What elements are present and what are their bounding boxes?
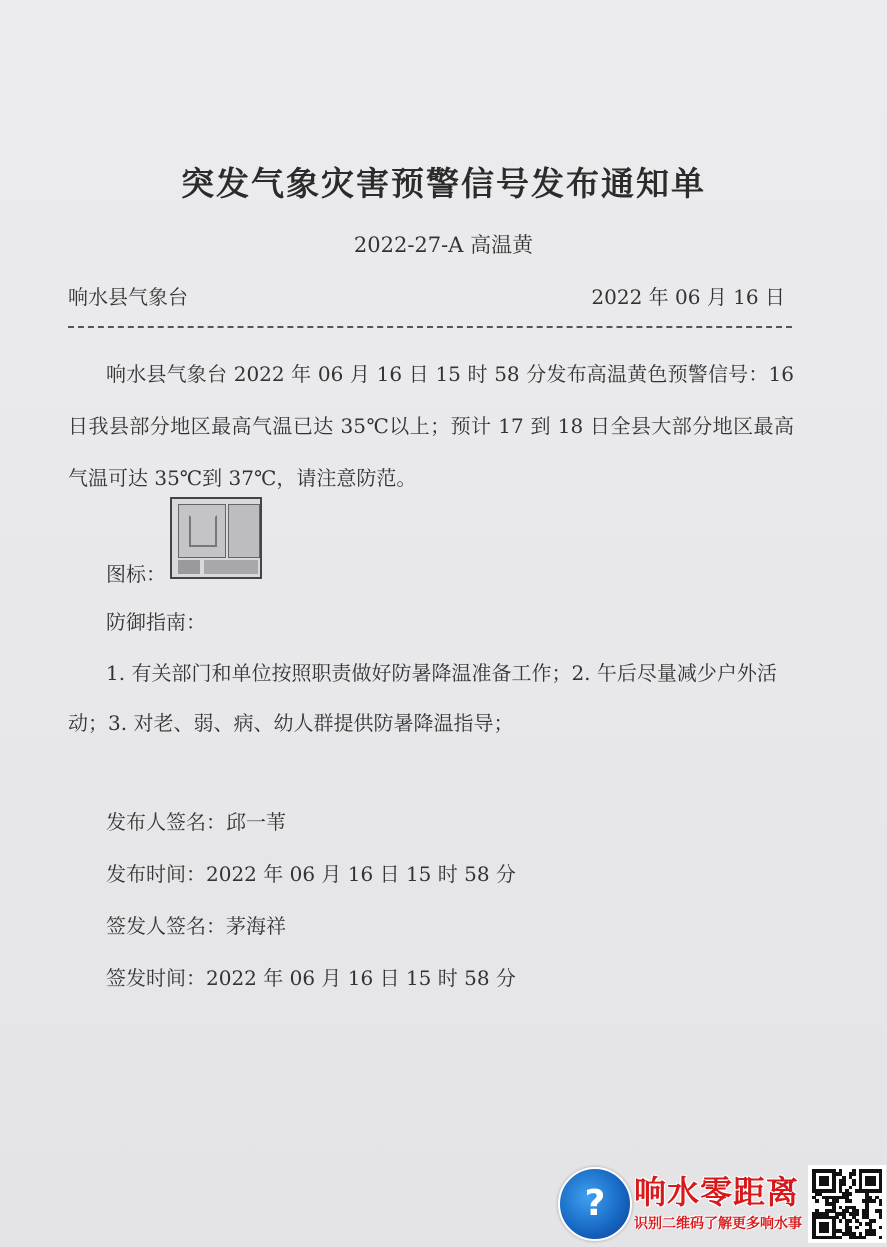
field-key: 发布人签名： bbox=[106, 810, 226, 834]
qr-module bbox=[879, 1202, 883, 1206]
qr-module bbox=[862, 1236, 866, 1240]
header-divider bbox=[68, 326, 792, 328]
qr-module bbox=[879, 1216, 883, 1220]
issuer-name: 响水县气象台 bbox=[68, 285, 188, 309]
qr-module bbox=[879, 1226, 883, 1230]
qr-code-icon[interactable] bbox=[808, 1165, 886, 1243]
qr-module bbox=[852, 1182, 856, 1186]
qr-module bbox=[839, 1236, 843, 1240]
qr-module bbox=[849, 1219, 853, 1223]
high-temperature-yellow-warning-icon bbox=[170, 497, 262, 579]
icon-label: 图标： bbox=[106, 562, 166, 586]
publish-time bbox=[106, 858, 516, 887]
qr-module bbox=[815, 1199, 819, 1203]
brand-name: 响水零距离 bbox=[634, 1173, 800, 1211]
qr-module bbox=[879, 1236, 883, 1240]
brand-slogan: 识别二维码了解更多响水事 bbox=[634, 1216, 802, 1232]
field-key: 发布时间： bbox=[106, 862, 206, 886]
field-key: 签发人签名： bbox=[106, 914, 226, 938]
field-value: 2022 年 06 月 16 日 15 时 58 分 bbox=[206, 862, 516, 886]
issuer-signature bbox=[106, 910, 286, 939]
guide-text: 1. 有关部门和单位按照职责做好防暑降温准备工作；2. 午后尽量减少户外活动；3. 对老、弱、病、幼人群提供防暑降温指导； bbox=[68, 661, 777, 735]
document-title: 突发气象灾害预警信号发布通知单 bbox=[181, 164, 706, 203]
publisher-signature bbox=[106, 806, 286, 835]
icon-bar-right bbox=[204, 560, 258, 574]
thermometer-house-icon bbox=[178, 504, 226, 558]
qr-module bbox=[855, 1212, 859, 1216]
qr-module bbox=[859, 1222, 863, 1226]
qr-module bbox=[852, 1172, 856, 1176]
issue-date: 2022 年 06 月 16 日 bbox=[591, 285, 785, 309]
guide-title: 防御指南： bbox=[106, 610, 206, 634]
qr-module bbox=[832, 1189, 836, 1193]
qr-module bbox=[855, 1226, 859, 1230]
field-key: 签发时间： bbox=[106, 966, 206, 990]
qr-module bbox=[849, 1192, 853, 1196]
field-value: 2022 年 06 月 16 日 15 时 58 分 bbox=[206, 966, 516, 990]
qr-module bbox=[879, 1189, 883, 1193]
qr-module bbox=[872, 1199, 876, 1203]
document-subtitle: 2022-27-A 高温黄 bbox=[353, 233, 534, 257]
qr-module bbox=[835, 1199, 839, 1203]
qr-module bbox=[825, 1182, 829, 1186]
brand-logo-icon: ? bbox=[558, 1167, 632, 1241]
qr-module bbox=[872, 1182, 876, 1186]
icon-bar-left bbox=[178, 560, 200, 574]
qr-module bbox=[872, 1219, 876, 1223]
field-value: 邱一苇 bbox=[226, 810, 286, 834]
field-value: 茅海祥 bbox=[226, 914, 286, 938]
qr-module bbox=[825, 1229, 829, 1233]
issue-time bbox=[106, 962, 516, 991]
watermark bbox=[556, 1163, 887, 1247]
warning-body: 响水县气象台 2022 年 06 月 16 日 15 时 58 分发布高温黄色预警信号：16 日我县部分地区最高气温已达 35℃以上；预计 17 到 18 日全县大部分地区最高气温可达 35℃到 37℃，请注意防范。 bbox=[68, 362, 794, 490]
qr-module bbox=[842, 1182, 846, 1186]
qr-module bbox=[872, 1232, 876, 1236]
qr-module bbox=[839, 1219, 843, 1223]
warning-text-icon bbox=[228, 504, 260, 558]
qr-module bbox=[849, 1186, 853, 1190]
qr-module bbox=[849, 1199, 853, 1203]
